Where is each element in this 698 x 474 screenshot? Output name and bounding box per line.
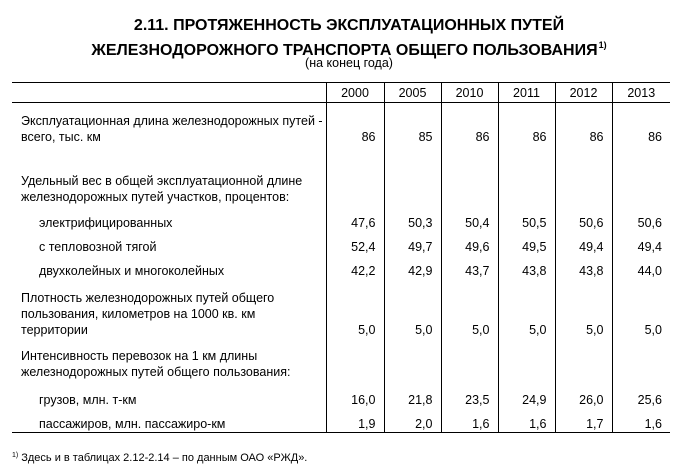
cell-value: 50,3 [384,205,441,231]
cell-value: 50,6 [612,205,670,231]
row-label: с тепловозной тягой [39,239,157,254]
cell-value: 86 [555,103,612,145]
table-row-freight [12,380,670,408]
year-header: 2013 [612,83,670,103]
cell-value: 85 [384,103,441,145]
row-label: грузов, млн. т-км [39,392,137,407]
cell-value: 24,9 [498,380,555,408]
table-row-double-track [12,255,670,279]
title-footnote-mark: 1) [598,40,607,50]
header-row [12,83,670,103]
cell-value: 5,0 [384,279,441,338]
cell-value: 16,0 [326,380,384,408]
cell-value: 5,0 [326,279,384,338]
cell-value: 50,6 [555,205,612,231]
cell-value: 1,6 [612,408,670,433]
cell-value: 5,0 [555,279,612,338]
cell-value: 49,4 [555,231,612,255]
table-row-share-heading [12,145,670,205]
cell-value: 1,6 [441,408,498,433]
year-header: 2005 [384,83,441,103]
row-label: пассажиров, млн. пассажиро-км [12,408,326,433]
row-label: Удельный вес в общей эксплуатационной длине железнодорожных путей участков, процентов: [21,173,303,204]
row-label: двухколейных и многоколейных [39,263,225,278]
table-row-passengers [12,408,670,433]
cell-value: 23,5 [441,380,498,408]
cell-value: 49,4 [612,231,670,255]
cell-value: 50,4 [441,205,498,231]
cell-value: 25,6 [612,380,670,408]
cell-value: 86 [498,103,555,145]
footnote [12,449,307,465]
title-text: ЖЕЛЕЗНОДОРОЖНОГО ТРАНСПОРТА ОБЩЕГО ПОЛЬЗОВАНИЯ [91,42,598,59]
table-title-line-1: 2.11. ПРОТЯЖЕННОСТЬ ЭКСПЛУАТАЦИОННЫХ ПУТЕЙ [133,17,565,34]
cell-value: 49,5 [498,231,555,255]
year-header: 2012 [555,83,612,103]
cell-value: 1,7 [555,408,612,433]
table-subtitle: (на конец года) [305,56,393,70]
table-row-intensity-heading [12,338,670,380]
row-label: Плотность железнодорожных путей общего пользования, километров на 1000 кв. км территории [21,290,275,337]
year-header: 2011 [498,83,555,103]
cell-value: 50,5 [498,205,555,231]
cell-value: 86 [441,103,498,145]
cell-value: 43,8 [498,255,555,279]
cell-value: 86 [326,103,384,145]
cell-value: 5,0 [612,279,670,338]
cell-value: 1,9 [326,408,384,433]
year-header: 2000 [326,83,384,103]
footnote-mark: 1) [12,452,19,459]
cell-value: 42,2 [326,255,384,279]
table-row-electrified [12,205,670,231]
table-row-length [12,103,670,145]
table-row-density [12,279,670,338]
cell-value: 49,7 [384,231,441,255]
cell-value: 43,7 [441,255,498,279]
cell-value: 1,6 [498,408,555,433]
year-header: 2010 [441,83,498,103]
cell-value: 44,0 [612,255,670,279]
label-column-header [12,83,326,103]
row-label: Эксплуатационная длина железнодорожных путей - всего, тыс. км [21,113,323,144]
cell-value: 21,8 [384,380,441,408]
cell-value: 43,8 [555,255,612,279]
cell-value: 5,0 [498,279,555,338]
cell-value: 2,0 [384,408,441,433]
table-row-diesel [12,231,670,255]
data-table [12,82,670,433]
row-label: электрифицированных [39,215,173,230]
cell-value: 49,6 [441,231,498,255]
cell-value: 26,0 [555,380,612,408]
cell-value: 47,6 [326,205,384,231]
cell-value: 5,0 [441,279,498,338]
row-label: Интенсивность перевозок на 1 км длины железнодорожных путей общего пользования: [21,348,291,379]
cell-value: 52,4 [326,231,384,255]
footnote-text: Здесь и в таблицах 2.12-2.14 – по данным ОАО «РЖД». [21,452,308,464]
cell-value: 42,9 [384,255,441,279]
cell-value: 86 [612,103,670,145]
